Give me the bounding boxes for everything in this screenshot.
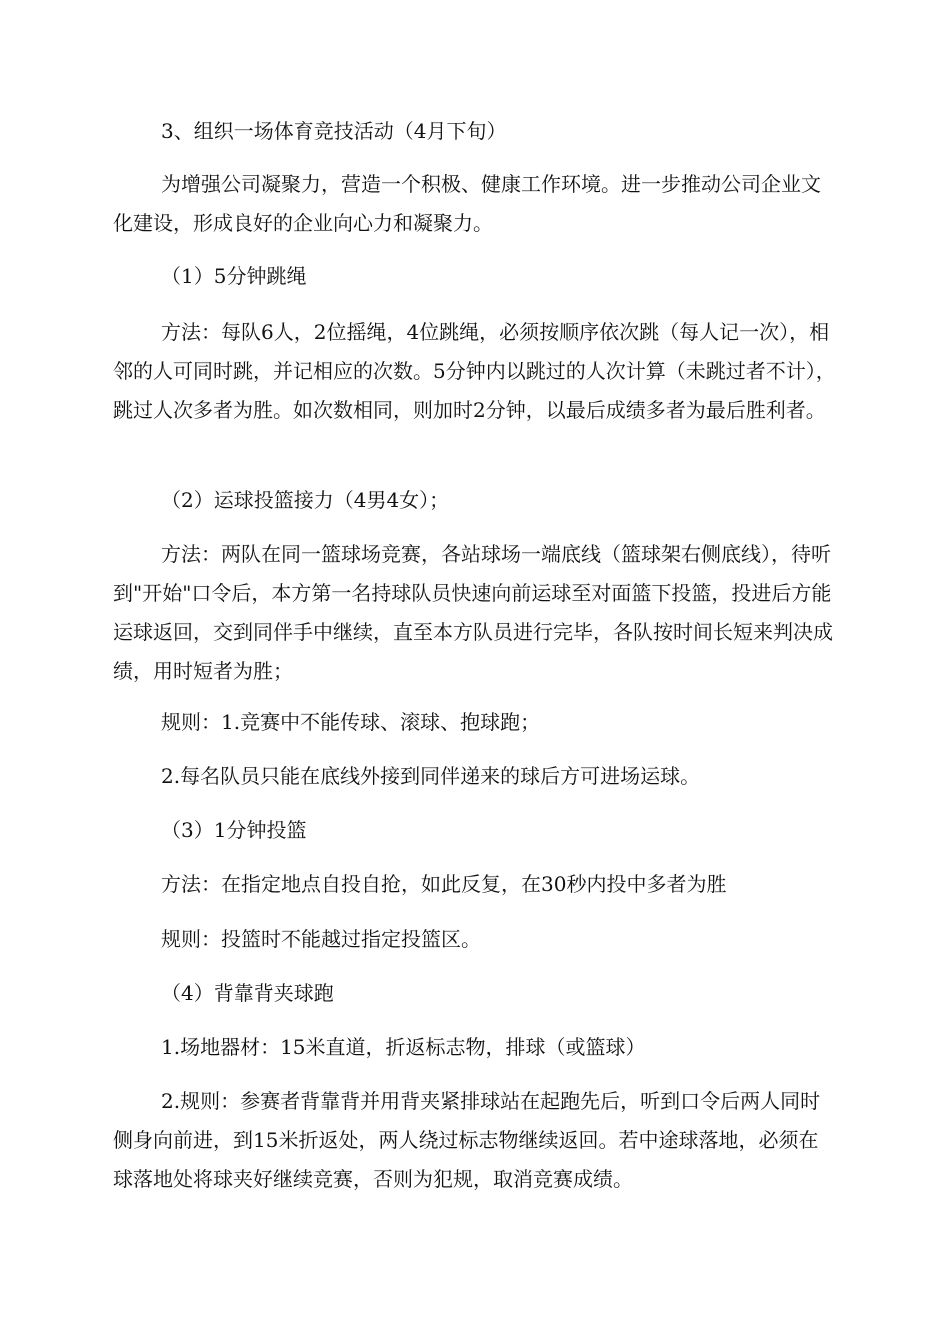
- item-heading-1: （1）5分钟跳绳: [161, 264, 307, 288]
- intro-paragraph: 为增强公司凝聚力，营造一个积极、健康工作环境。进一步推动公司企业文化建设，形成良好的企业向心力和凝聚力。: [113, 172, 821, 235]
- item-heading-3: （3）1分钟投篮: [161, 818, 307, 842]
- rule-paragraph-2b: 2.每名队员只能在底线外接到同伴递来的球后方可进场运球。: [161, 764, 701, 788]
- item-heading-2: （2）运球投篮接力（4男4女）；: [161, 488, 450, 512]
- method-paragraph-1: 方法：每队6人，2位摇绳，4位跳绳，必须按顺序依次跳（每人记一次），相邻的人可同时跳，并记相应的次数。5分钟内以跳过的人次计算（未跳过者不计），跳过人次多者为胜。如次数相同，则加时2分钟，以最后成绩多者为最后胜利者。: [113, 320, 836, 422]
- method-paragraph-2: 方法：两队在同一篮球场竞赛，各站球场一端底线（篮球架右侧底线），待听到"开始"口令后，本方第一名持球队员快速向前运球至对面篮下投篮，投进后方能运球返回，交到同伴手中继续，直至本方队员进行完毕，各队按时间长短来判决成绩，用时短者为胜；: [113, 542, 833, 683]
- rule-paragraph-4: 2.规则：参赛者背靠背并用背夹紧排球站在起跑先后，听到口令后两人同时侧身向前进，到15米折返处，两人绕过标志物继续返回。若中途球落地，必须在球落地处将球夹好继续竞赛，否则为犯规，取消竞赛成绩。: [113, 1089, 821, 1191]
- equipment-paragraph-4: 1.场地器材：15米直道，折返标志物，排球（或篮球）: [161, 1035, 646, 1059]
- section-heading: 3、组织一场体育竞技活动（4月下旬）: [161, 119, 507, 143]
- rule-paragraph-3: 规则：投篮时不能越过指定投篮区。: [161, 927, 481, 951]
- item-heading-4: （4）背靠背夹球跑: [161, 981, 334, 1005]
- method-paragraph-3: 方法：在指定地点自投自抢，如此反复，在30秒内投中多者为胜: [161, 872, 727, 896]
- rule-paragraph-2a: 规则：1.竞赛中不能传球、滚球、抱球跑；: [161, 710, 541, 734]
